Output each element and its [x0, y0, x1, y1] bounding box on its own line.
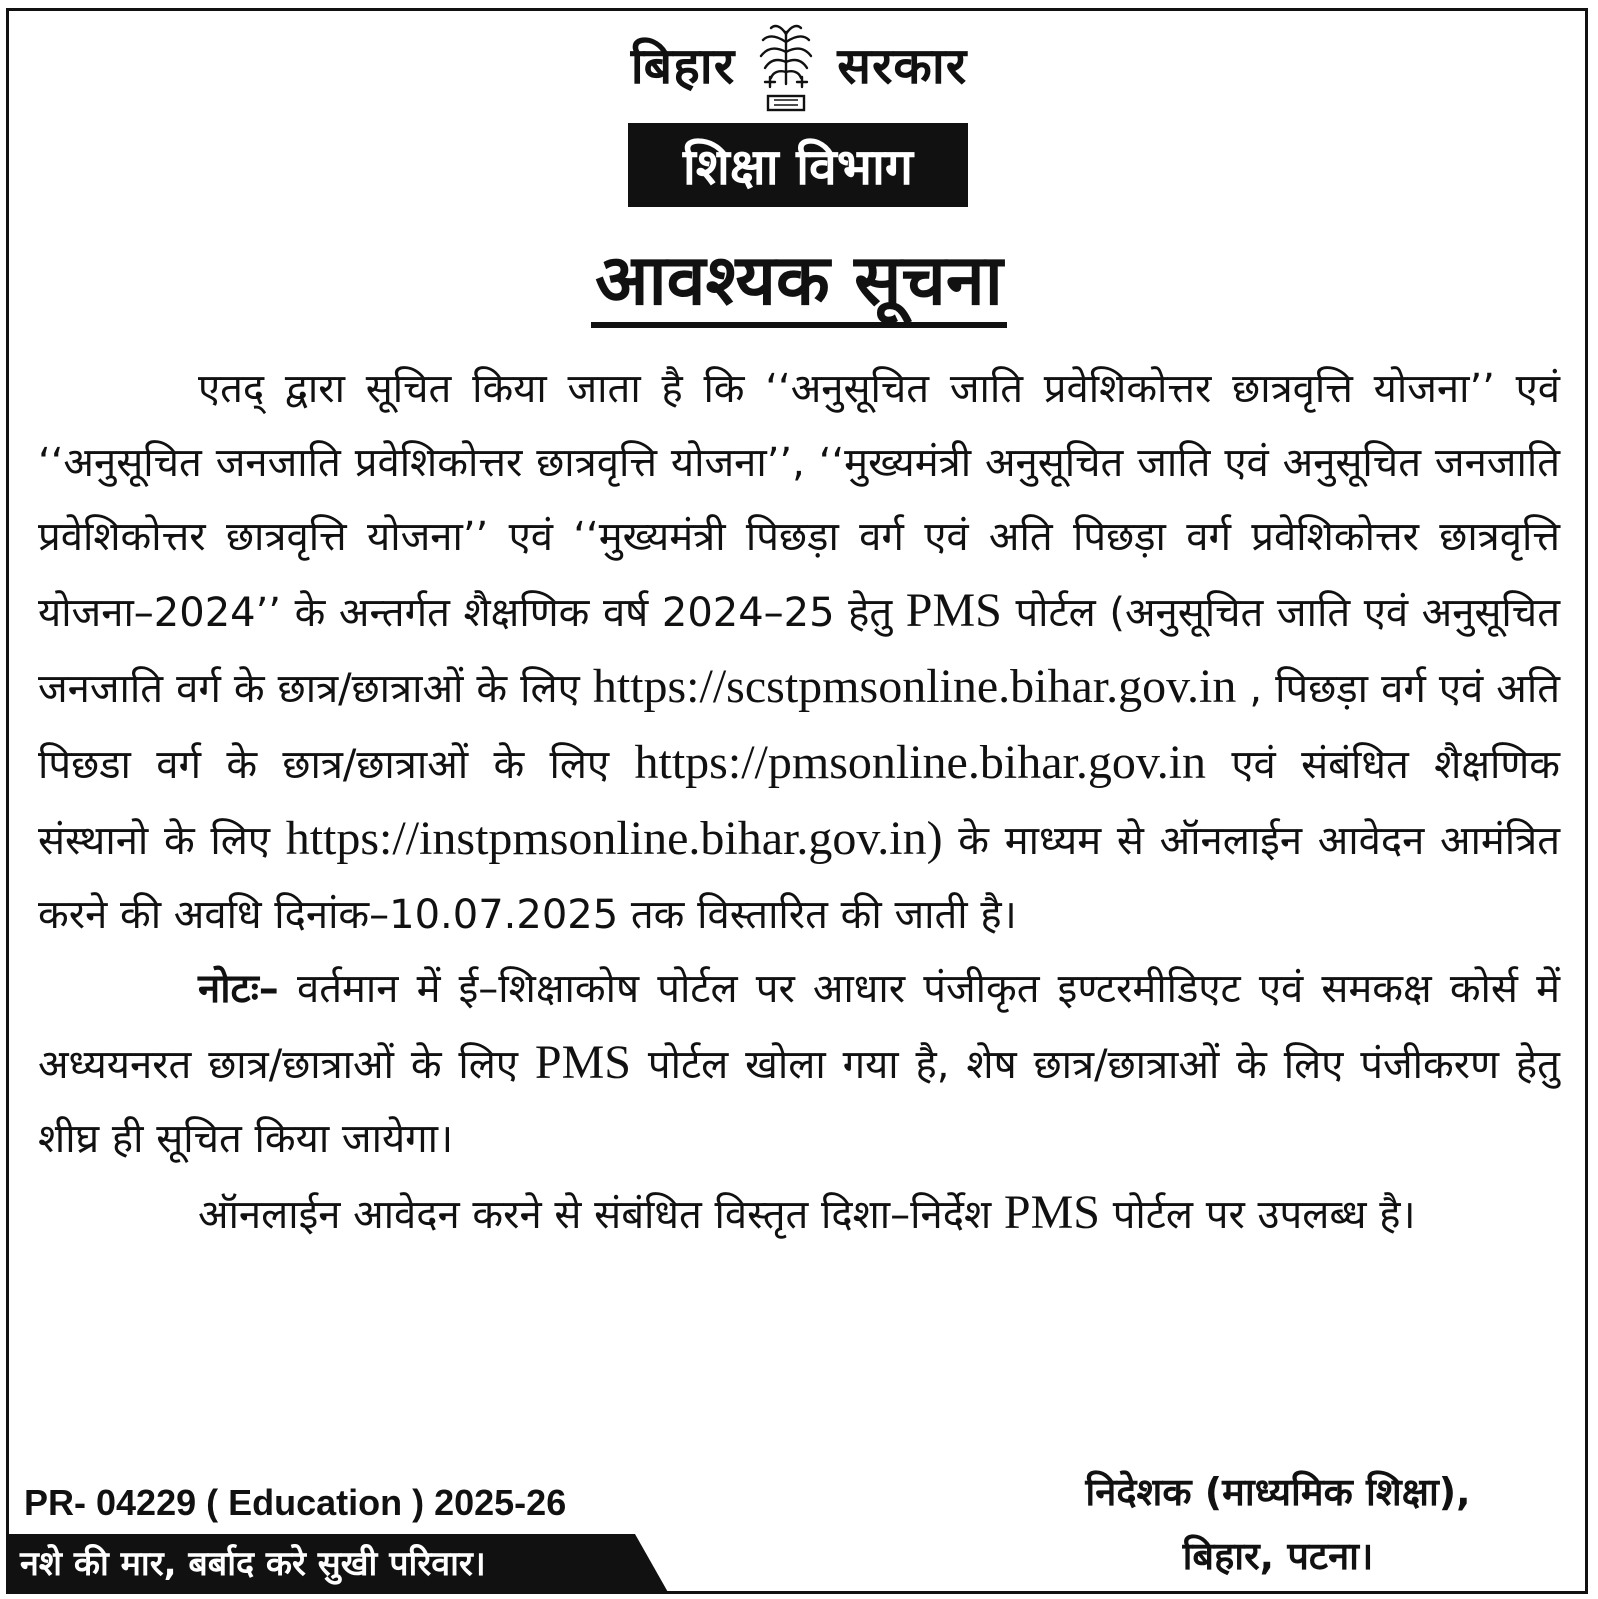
guidelines-text-1: ऑनलाईन आवेदन करने से संबंधित विस्तृत दिशा–निर्देश — [198, 1192, 992, 1238]
paragraph-guidelines — [38, 1176, 1560, 1252]
notice-title: आवश्यक सूचना — [591, 244, 1007, 328]
signatory-block — [998, 1460, 1558, 1588]
note-label: नोटः– — [198, 966, 279, 1012]
paragraph-main — [38, 352, 1560, 952]
notice-body — [38, 352, 1560, 1252]
pms-online-url: https://pmsonline.bihar.gov.in — [634, 736, 1207, 789]
institution-pms-url: https://instpmsonline.bihar.gov.in) — [285, 812, 943, 865]
government-header — [0, 18, 1598, 114]
signatory-title: निदेशक (माध्यमिक शिक्षा), — [1085, 1470, 1471, 1514]
note-text-2: पोर्टल खोला गया है, शेष छात्र/छात्राओं के लिए पंजीकरण हेतु शीघ्र ही सूचित किया जायेगा। — [38, 1042, 1560, 1162]
notice-title-wrapper — [0, 239, 1598, 328]
slogan-text: नशे की मार, बर्बाद करे सुखी परिवार। — [20, 1544, 486, 1584]
pr-number: PR- 04229 ( Education ) 2025-26 — [24, 1482, 567, 1523]
guidelines-text-2: पोर्टल पर उपलब्ध है। — [1112, 1192, 1416, 1238]
scst-pms-url: https://scstpmsonline.bihar.gov.in — [592, 660, 1237, 713]
note-pms-text: PMS — [534, 1036, 631, 1089]
header-left-word: बिहार — [630, 37, 736, 95]
department-banner: शिक्षा विभाग — [628, 123, 968, 207]
paragraph-main-text-3: , पिछड़ा वर्ग एवं अति पिछडा वर्ग के छात्र/छात्राओं के लिए — [38, 666, 1561, 788]
guidelines-pms-text: PMS — [1003, 1186, 1100, 1239]
bihar-state-emblem-icon — [755, 18, 817, 114]
paragraph-main-text-5: के माध्यम से ऑनलाईन आवेदन आमंत्रित करने की अवधि दिनांक–10.07.2025 तक विस्तारित की जाती है। — [38, 818, 1561, 938]
header-right-word: सरकार — [837, 37, 968, 95]
paragraph-main-text-2: पोर्टल (अनुसूचित जाति एवं अनुसूचित जनजाति वर्ग के छात्र/छात्राओं के लिए — [38, 590, 1560, 712]
paragraph-note — [38, 952, 1560, 1176]
pms-text: PMS — [905, 584, 1002, 637]
note-text-1: वर्तमान में ई–शिक्षाकोष पोर्टल पर आधार पंजीकृत इण्टरमीडिएट एवं समकक्ष कोर्स में अध्ययनरत छात्र/छात्राओं के लिए — [38, 966, 1560, 1088]
paragraph-main-text-4: एवं संबंधित शैक्षणिक संस्थानो के लिए — [38, 742, 1560, 864]
signatory-location: बिहार, पटना। — [1182, 1534, 1374, 1578]
paragraph-main-text-1: एतद् द्वारा सूचित किया जाता है कि ‘‘अनुसूचित जाति प्रवेशिकोत्तर छात्रवृत्ति योजना’’ एवं ‘‘अनुसूचित जनजाति प्रवेशिकोत्तर छात्रवृत्ति योजना’’, ‘‘मुख्यमंत्री अनुसूचित जाति एवं अनुसूचित जनजाति प्रवेशिकोत्तर छात्रवृत्ति योजना’’ एवं ‘‘मुख्यमंत्री पिछड़ा वर्ग एवं अति पिछड़ा वर्ग प्रवेशिकोत्तर छात्रवृत्ति योजना–2024’’ के अन्तर्गत शैक्षणिक वर्ष 2024–25 हेतु — [38, 366, 1560, 636]
